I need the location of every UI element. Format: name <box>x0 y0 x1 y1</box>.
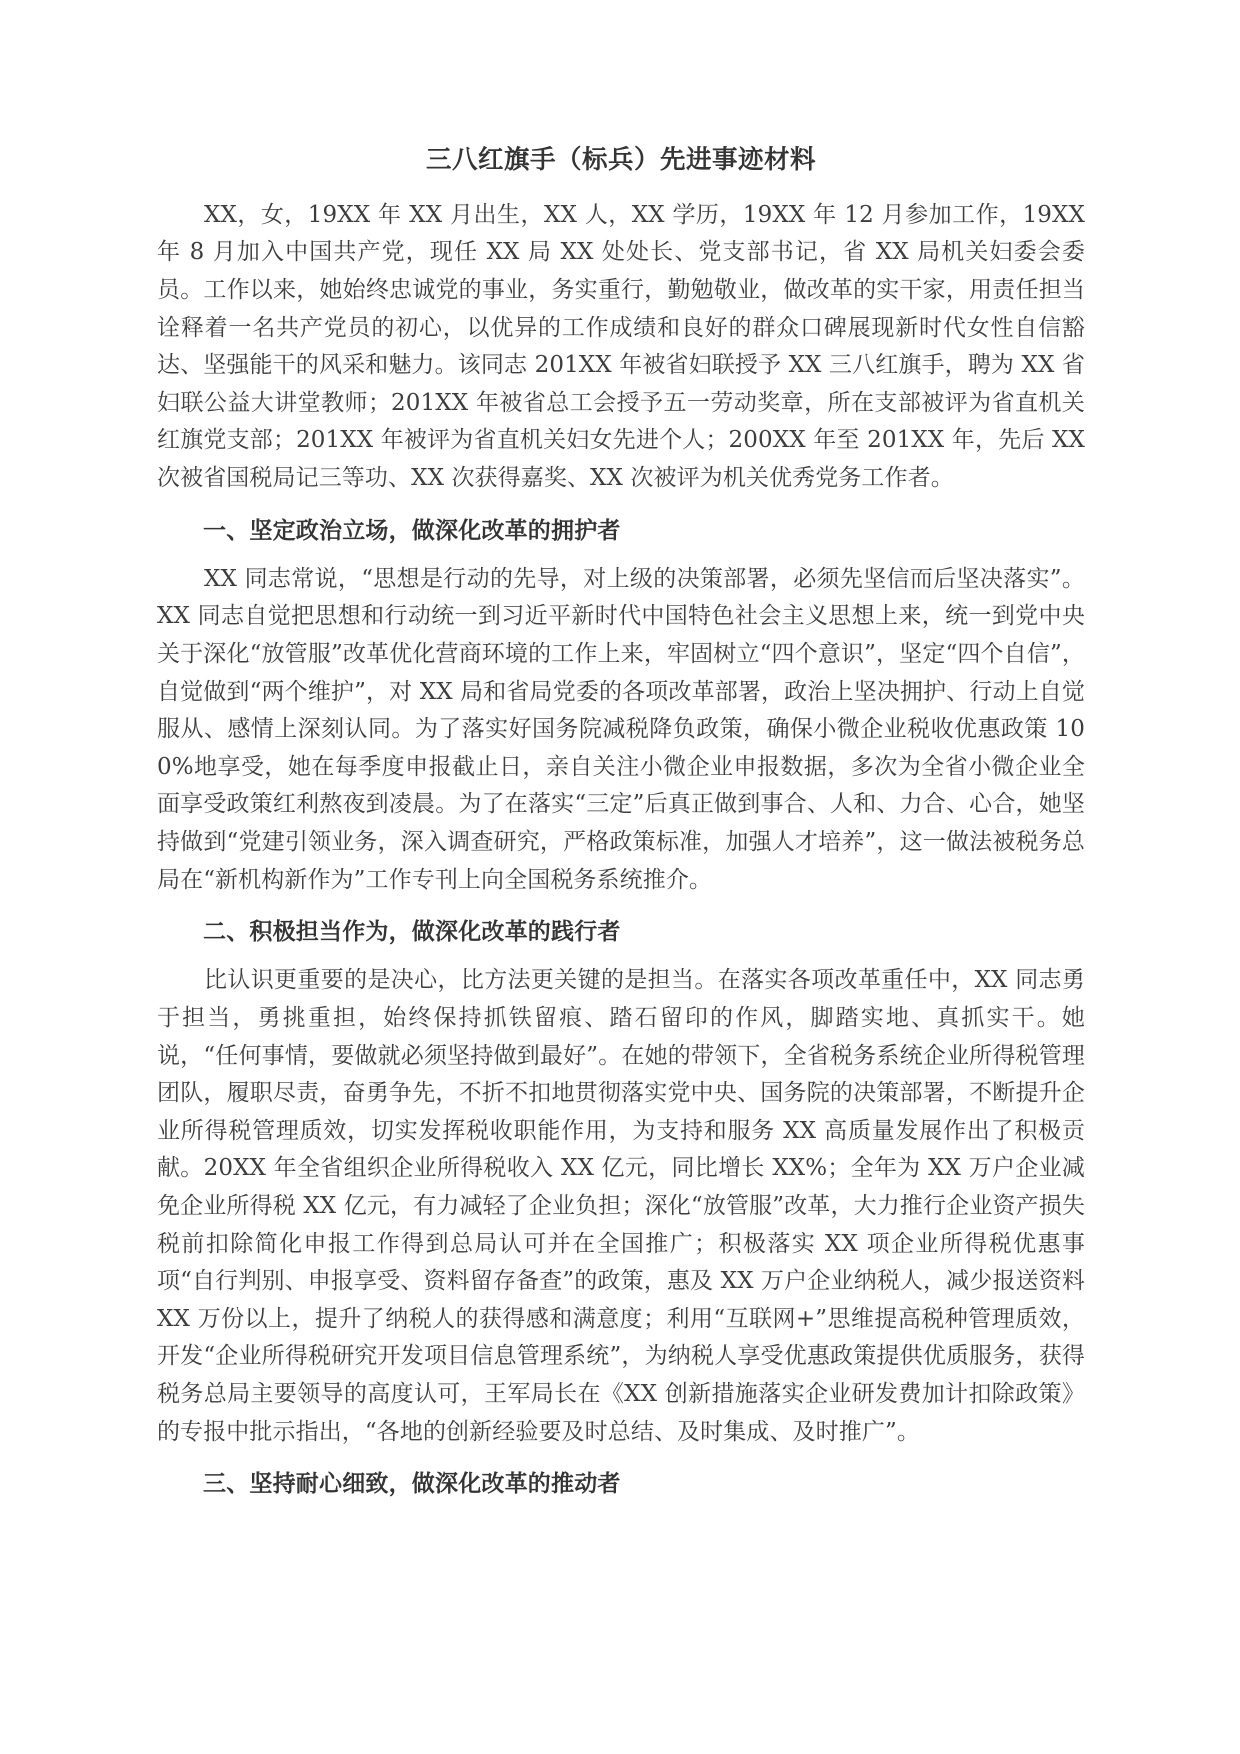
page-title: 三八红旗手（标兵）先进事迹材料 <box>425 145 816 175</box>
section-1-paragraph: XX 同志常说，“思想是行动的先导，对上级的决策部署，必须先坚信而后坚决落实”。XX 同志自觉把思想和行动统一到习近平新时代中国特色社会主义思想上来，统一到党中央关于深化“放管服”改革优化营商环境的工作上来，牢固树立“四个意识”，坚定“四个自信”，自觉做到“两个维护”，对 XX 局和省局党委的各项改革部署，政治上坚决拥护、行动上自觉服从、感情上深刻认同。为了落实好国务院减税降负政策，确保小微企业税收优惠政策 100%地享受，她在每季度申报截止日，亲自关注小微企业申报数据，多次为全省小微企业全面享受政策红利熬夜到凌晨。为了在落实“三定”后真正做到事合、人和、力合、心合，她坚持做到“党建引领业务，深入调查研究，严格政策标准，加强人才培养”，这一做法被税务总局在“新机构新作为”工作专刊上向全国税务系统推介。 <box>157 565 1085 893</box>
section-2-paragraph: 比认识更重要的是决心，比方法更关键的是担当。在落实各项改革重任中，XX 同志勇于担当，勇挑重担，始终保持抓铁留痕、踏石留印的作风，脚踏实地、真抓实干。她说，“任何事情，要做就必须坚持做到最好”。在她的带领下，全省税务系统企业所得税管理团队，履职尽责，奋勇争先，不折不扣地贯彻落实党中央、国务院的决策部署，不断提升企业所得税管理质效，切实发挥税收职能作用，为支持和服务 XX 高质量发展作出了积极贡献。20XX 年全省组织企业所得税收入 XX 亿元，同比增长 XX%；全年为 XX 万户企业减免企业所得税 XX 亿元，有力减轻了企业负担；深化“放管服”改革，大力推行企业资产损失税前扣除简化申报工作得到总局认可并在全国推广；积极落实 XX 项企业所得税优惠事项“自行判别、申报享受、资料留存备查”的政策，惠及 XX 万户企业纳税人，减少报送资料 XX 万份以上，提升了纳税人的获得感和满意度；利用“互联网+”思维提高税种管理质效，开发“企业所得税研究开发项目信息管理系统”，为纳税人享受优惠政策提供优质服务，获得税务总局主要领导的高度认可，王军局长在《XX 创新措施落实企业研发费加计扣除政策》的专报中批示指出，“各地的创新经验要及时总结、及时集成、及时推广”。 <box>157 967 1085 1445</box>
section-heading-1: 一、坚定政治立场，做深化改革的拥护者 <box>203 516 621 544</box>
section-heading-3: 三、坚持耐心细致，做深化改革的推动者 <box>203 1470 621 1498</box>
intro-paragraph: XX，女，19XX 年 XX 月出生，XX 人，XX 学历，19XX 年 12 月参加工作，19XX 年 8 月加入中国共产党，现任 XX 局 XX 处处长、党支部书记，省 XX 局机关妇委会委员。工作以来，她始终忠诚党的事业，务实重行，勤勉敬业，做改革的实干家，用责任担当诠释着一名共产党员的初心，以优异的工作成绩和良好的群众口碑展现新时代女性自信豁达、坚强能干的风采和魅力。该同志 201XX 年被省妇联授予 XX 三八红旗手，聘为 XX 省妇联公益大讲堂教师；201XX 年被省总工会授予五一劳动奖章，所在支部被评为省直机关红旗党支部；201XX 年被评为省直机关妇女先进个人；200XX 年至 201XX 年，先后 XX 次被省国税局记三等功、XX 次获得嘉奖、XX 次被评为机关优秀党务工作者。 <box>157 201 1085 491</box>
section-heading-2: 二、积极担当作为，做深化改革的践行者 <box>203 918 621 946</box>
page-bottom-margin <box>157 1514 1085 1634</box>
